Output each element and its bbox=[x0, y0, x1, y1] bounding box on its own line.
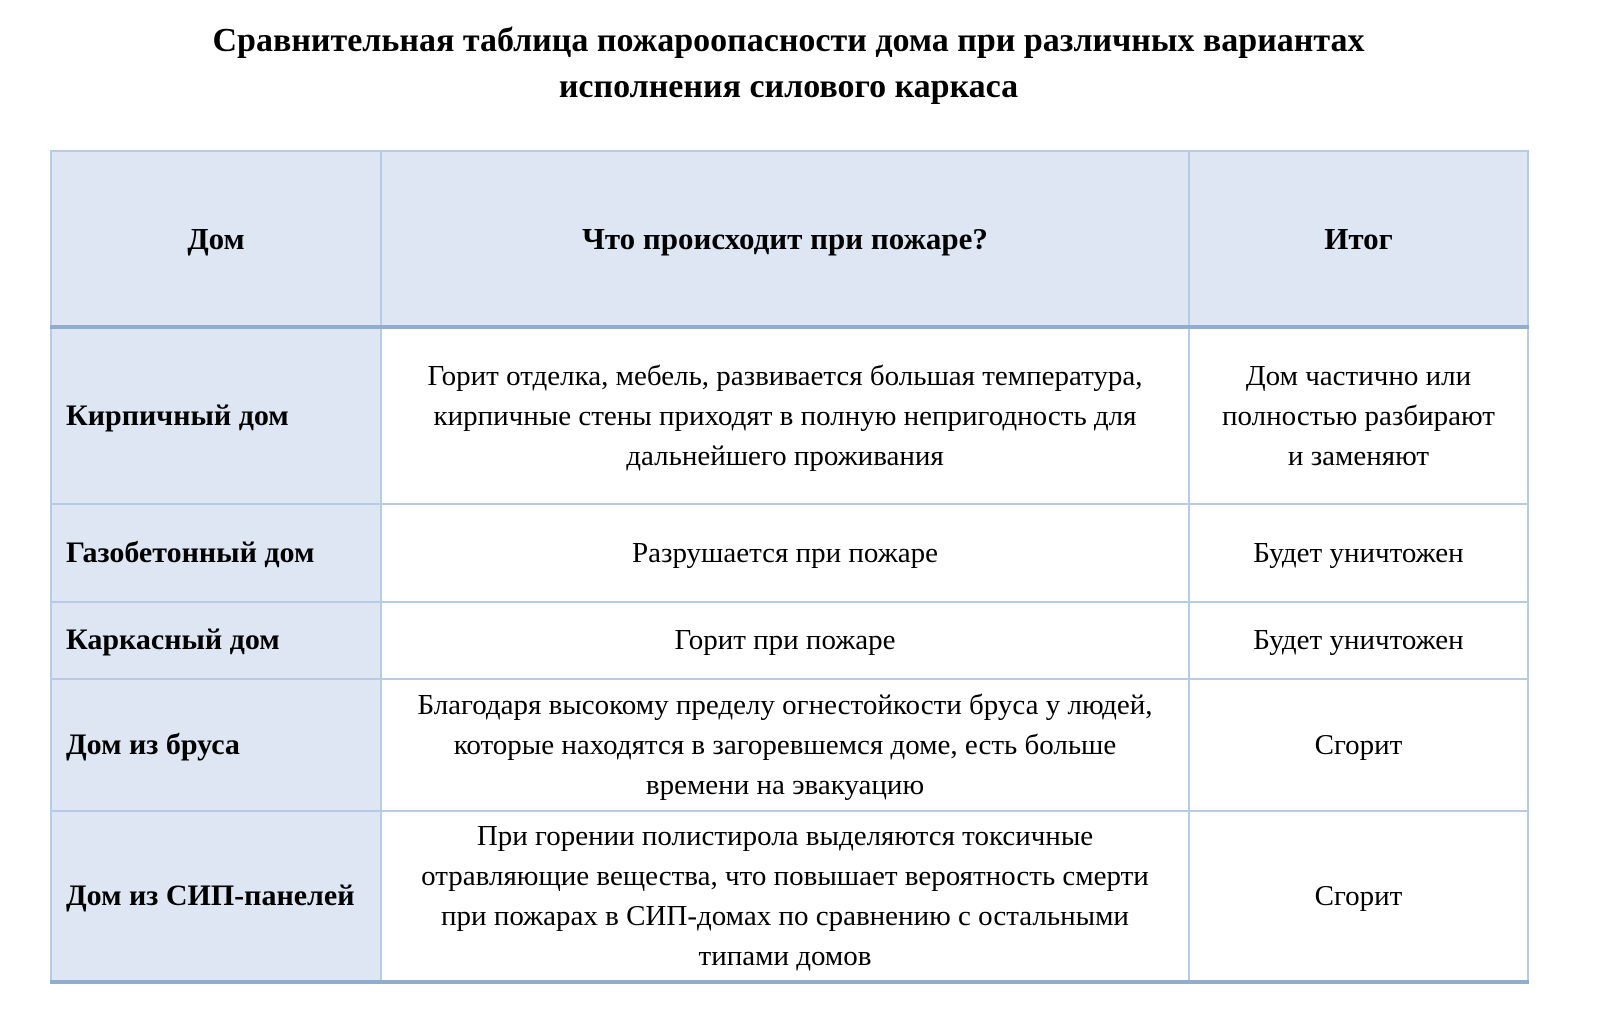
house-cell: Дом из бруса bbox=[51, 679, 381, 811]
fire-behavior-cell: Горит отделка, мебель, развивается большая температура, кирпичные стены приходят в полную непригодность для дальнейшего проживания bbox=[381, 327, 1189, 504]
document-title-line2: исполнения силового каркаса bbox=[558, 68, 1019, 105]
fire-behavior-cell: При горении полистирола выделяются токсичные отравляющие вещества, что повышает вероятность смерти при пожарах в СИП-домах по сравнению с остальными типами домов bbox=[381, 811, 1189, 982]
result-cell: Будет уничтожен bbox=[1189, 504, 1528, 602]
house-cell: Газобетонный дом bbox=[51, 504, 381, 602]
fire-behavior-cell: Горит при пожаре bbox=[381, 602, 1189, 679]
table-row-aerated-concrete-house bbox=[51, 504, 1528, 602]
result-cell: Будет уничтожен bbox=[1189, 602, 1528, 679]
table-row-frame-house bbox=[51, 602, 1528, 679]
result-cell: Дом частично или полностью разбирают и заменяют bbox=[1189, 327, 1528, 504]
result-cell: Сгорит bbox=[1189, 811, 1528, 982]
column-header-result: Итог bbox=[1189, 151, 1528, 327]
column-header-house: Дом bbox=[51, 151, 381, 327]
house-cell: Каркасный дом bbox=[51, 602, 381, 679]
fire-behavior-cell: Разрушается при пожаре bbox=[381, 504, 1189, 602]
table-row-sip-panel-house bbox=[51, 811, 1528, 982]
table-row-timber-house bbox=[51, 679, 1528, 811]
fire-hazard-comparison-table bbox=[50, 150, 1529, 984]
result-cell: Сгорит bbox=[1189, 679, 1528, 811]
table-row-brick-house bbox=[51, 327, 1528, 504]
house-cell: Кирпичный дом bbox=[51, 327, 381, 504]
table-header-row bbox=[51, 151, 1528, 327]
column-header-fire-behavior: Что происходит при пожаре? bbox=[381, 151, 1189, 327]
fire-behavior-cell: Благодаря высокому пределу огнестойкости бруса у людей, которые находятся в загоревшемся доме, есть больше времени на эвакуацию bbox=[381, 679, 1189, 811]
document-title-line1: Сравнительная таблица пожароопасности дома при различных вариантах bbox=[212, 22, 1365, 59]
house-cell: Дом из СИП-панелей bbox=[51, 811, 381, 982]
document-title bbox=[50, 18, 1527, 110]
